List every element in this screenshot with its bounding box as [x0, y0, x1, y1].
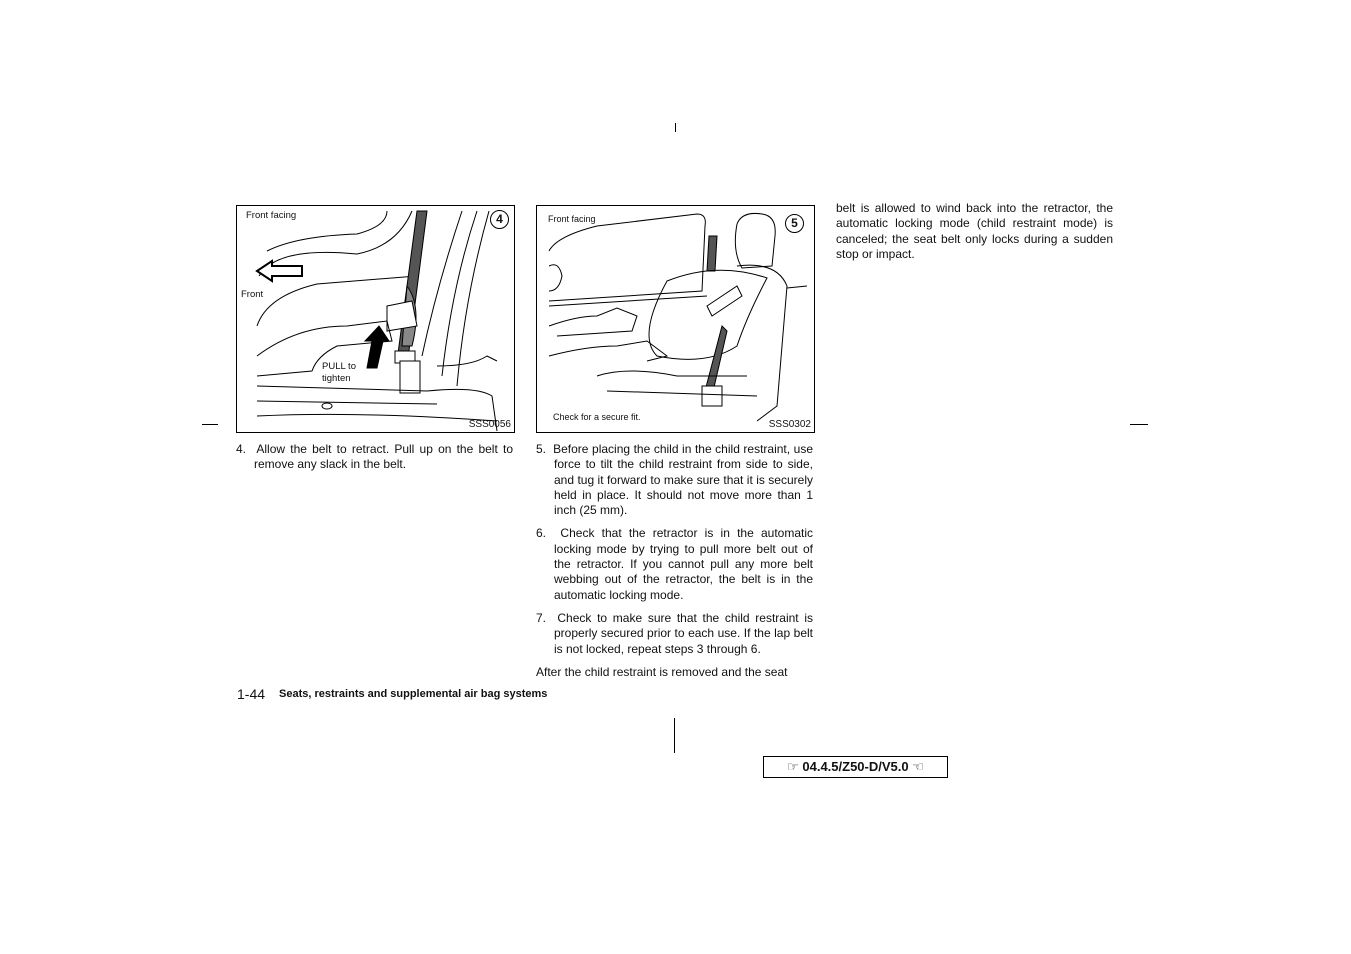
figure-belt-tighten [236, 205, 515, 433]
paragraph-continued: belt is allowed to wind back into the retractor, the automatic locking mode (child restraint mode) is canceled; the seat belt only locks during a sudden stop or impact. [836, 201, 1113, 261]
crop-mark-left [202, 424, 218, 425]
label-tighten: tighten [322, 373, 351, 384]
step-6: 6. Check that the retractor is in the automatic locking mode by trying to pull more belt out of the retractor. If you cannot pull any more belt webbing out of the retractor, the belt is in the automatic locking mode. [536, 526, 813, 602]
step-5: 5. Before placing the child in the child restraint, use force to tilt the child restraint from side to side, and tug it forward to make sure that it is securely held in place. It should not move more than 1 inch (25 mm). [536, 442, 813, 518]
step-4: 4. Allow the belt to retract. Pull up on the belt to remove any slack in the belt. [236, 442, 513, 472]
crop-mark-right [1130, 424, 1148, 425]
belt-tighten-illustration [237, 206, 514, 432]
crop-mark-top [675, 123, 676, 132]
page-number: 1-44 [237, 686, 266, 702]
paragraph-after-removal: After the child restraint is removed and the seat [536, 664, 788, 679]
crop-mark-bottom [674, 718, 675, 753]
document-code: 04.4.5/Z50-D/V5.0 [802, 759, 909, 774]
label-front-facing: Front facing [548, 214, 596, 224]
section-title: Seats, restraints and supplemental air bag systems [279, 688, 548, 700]
step-7: 7. Check to make sure that the child restraint is properly secured prior to each use. If the lap belt is not locked, repeat steps 3 through 6. [536, 610, 813, 656]
column-2 [536, 442, 813, 680]
figure-code: SSS0302 [768, 419, 811, 430]
secure-fit-illustration [537, 206, 814, 432]
document-code-box [763, 756, 948, 778]
step-number-badge: 5 [785, 214, 804, 233]
hand-pointing-left-icon: ☜ [912, 759, 924, 774]
column-1 [236, 442, 513, 481]
label-front: Front [241, 289, 264, 300]
step-number-badge: 4 [490, 210, 509, 229]
column-3 [836, 201, 1113, 262]
figure-secure-fit [536, 205, 815, 433]
label-front-facing: Front facing [246, 210, 297, 221]
figure-caption: Check for a secure fit. [553, 412, 641, 422]
label-pull: PULL to [322, 361, 356, 372]
hand-pointing-right-icon: ☞ [787, 759, 799, 774]
figure-code: SSS0056 [468, 419, 511, 430]
